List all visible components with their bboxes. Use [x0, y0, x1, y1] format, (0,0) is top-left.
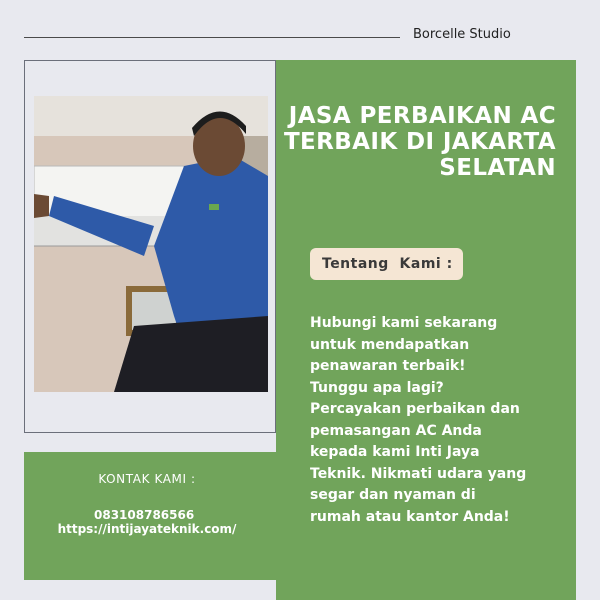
about-label-badge: Tentang Kami : — [310, 248, 463, 280]
header-divider — [24, 37, 400, 38]
about-text-line: Tunggu apa lagi? — [310, 379, 444, 396]
about-text-line: untuk mendapatkan — [310, 336, 470, 353]
heading-line: TERBAIK DI JAKARTA — [283, 129, 556, 155]
page-heading — [276, 103, 556, 181]
technician-illustration — [34, 96, 268, 392]
heading-line: JASA PERBAIKAN AC — [288, 103, 556, 129]
contact-label: KONTAK KAMI : — [98, 472, 196, 486]
photo-frame — [24, 60, 276, 433]
about-text-line: rumah atau kantor Anda! — [310, 508, 510, 525]
contact-phone[interactable]: 083108786566 — [94, 508, 195, 522]
about-text-line: kepada kami Inti Jaya — [310, 444, 480, 460]
heading-line: SELATAN — [439, 155, 556, 181]
brand-name: Borcelle Studio — [413, 27, 511, 42]
about-text-line: Teknik. Nikmati udara yang — [310, 465, 527, 482]
about-text-line: segar dan nyaman di — [310, 487, 476, 503]
contact-website-link[interactable]: https://intijayateknik.com/ — [57, 522, 237, 536]
about-text-line: pemasangan AC Anda — [310, 422, 482, 439]
about-text-line: penawaran terbaik! — [310, 358, 466, 374]
about-text-line: Hubungi kami sekarang — [310, 315, 498, 331]
technician-photo — [34, 96, 268, 392]
about-text — [310, 313, 570, 528]
about-text-line: Percayakan perbaikan dan — [310, 401, 520, 417]
